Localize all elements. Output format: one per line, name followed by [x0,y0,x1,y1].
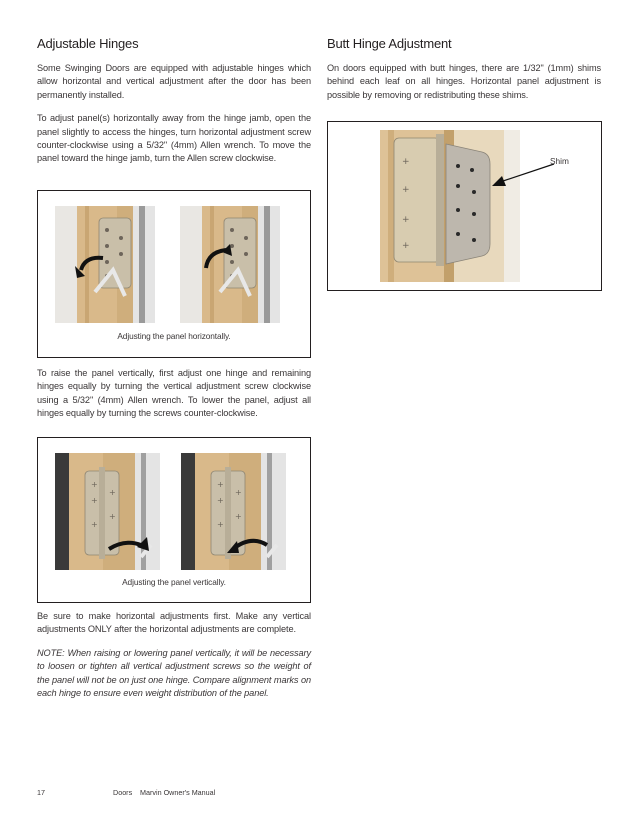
svg-text:+: + [217,480,224,489]
vertical-adjust-text: To raise the panel vertically, first adjust one hinge and remaining hinges equally by turning the vertical adjustment screw clockwise using a 5/32" (4mm) Allen wrench. To lower the panel, adjust all hinges equally by turning the screws counter-clockwise. [37,368,311,419]
svg-text:+: + [235,488,242,497]
butt-hinge-text: On doors equipped with butt hinges, there are 1/32" (1mm) shims behind each leaf on all hinges. Horizontal panel adjustment is possible by removing or redistributing these shims. [327,63,601,100]
svg-text:+: + [235,512,242,521]
figure-vertical-adjustment [37,437,311,603]
photo-vertical-2 [181,453,286,570]
adjustable-hinges-heading: Adjustable Hinges [37,36,139,51]
horizontal-adjust-text: To adjust panel(s) horizontally away from the hinge jamb, open the panel slightly to access the hinges, turn horizontal adjustment screw counter-clockwise using a 5/32" (4mm) Allen wrench. To move the panel toward the hinge jamb, turn the Allen screw clockwise. [37,113,311,164]
figure-horizontal-caption: Adjusting the panel horizontally. [117,331,231,341]
svg-text:+: + [402,157,410,167]
figure-horizontal-adjustment [37,190,311,358]
left-column-middle [37,367,311,421]
vertical-note-text: NOTE: When raising or lowering panel vertically, it will be necessary to loosen or tighten all vertical adjustment screws so the weight of the panel will not be on just one hinge. Compare alignment marks on each hinge to ensure even weight distribution of the panel. [37,647,311,699]
footer-section: Doors [113,788,133,797]
svg-text:+: + [402,185,410,195]
svg-text:+: + [91,496,98,505]
svg-text:+: + [91,520,98,529]
figure-butt-hinge-shim [327,121,602,291]
footer-manual-title: Marvin Owner's Manual [140,788,216,797]
svg-text:+: + [217,520,224,529]
shim-label: Shim [550,156,569,166]
left-column-bottom [37,610,311,700]
shim-pointer-arrow-icon [488,160,558,190]
photo-horizontal-1 [55,206,155,323]
page-number: 17 [37,788,45,797]
butt-hinge-heading: Butt Hinge Adjustment [327,36,452,51]
svg-text:+: + [109,512,116,521]
figure-vertical-caption: Adjusting the panel vertically. [122,577,226,587]
photo-vertical-1 [55,453,160,570]
photo-horizontal-2 [180,206,280,323]
svg-text:+: + [109,488,116,497]
svg-text:+: + [402,241,410,251]
order-of-adjustments-text: Be sure to make horizontal adjustments first. Make any vertical adjustments ONLY after the horizontal adjustments are complete. [37,611,311,635]
photo-butt-hinge [380,130,520,282]
svg-text:+: + [91,480,98,489]
left-column [37,36,311,166]
adjustable-hinges-intro: Some Swinging Doors are equipped with adjustable hinges which allow horizontal and vertical adjustment after the door has been permanently installed. [37,63,311,100]
svg-text:+: + [402,215,410,225]
right-column [327,36,601,102]
svg-text:+: + [217,496,224,505]
